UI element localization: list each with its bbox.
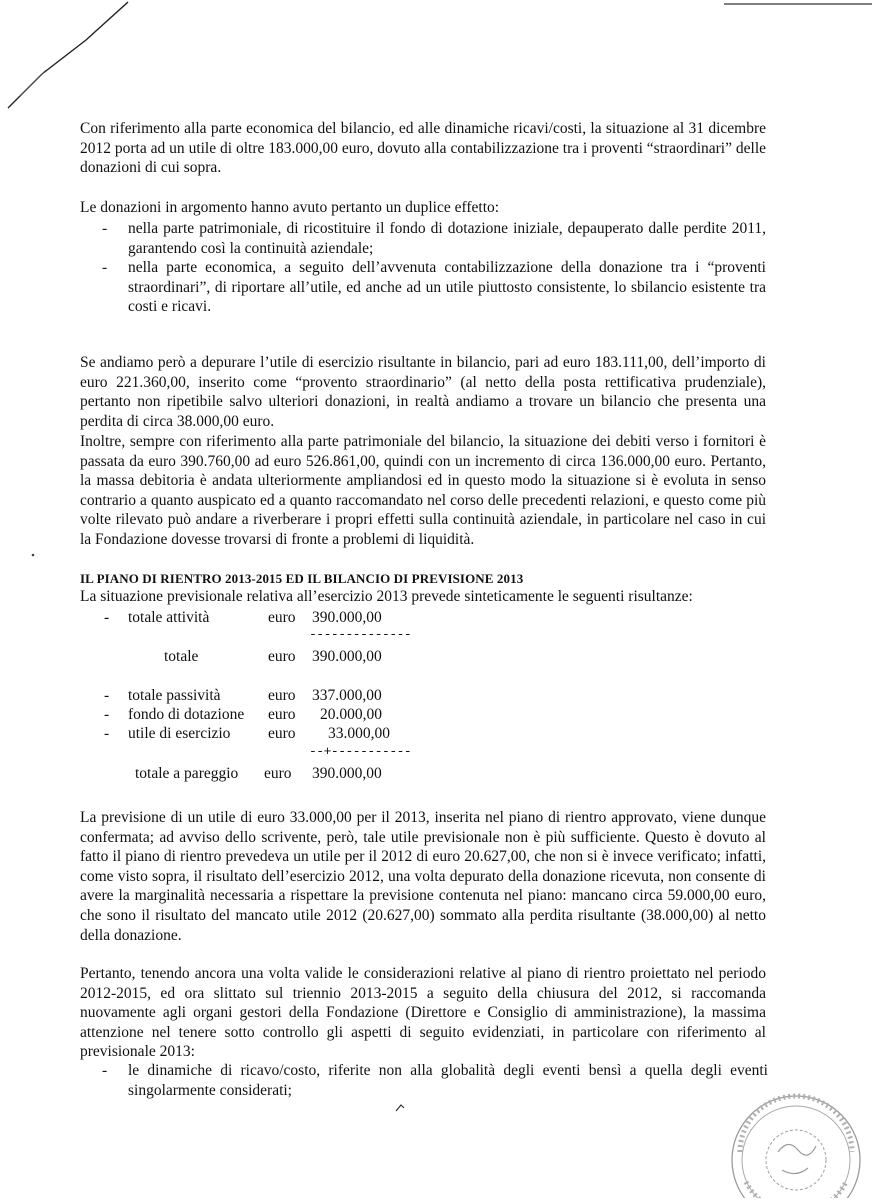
row-currency: euro — [264, 765, 292, 782]
row-amount: 390.000,00 — [312, 765, 382, 782]
row-amount: 20.000,00 — [320, 706, 382, 723]
paragraph-debts: Inoltre, sempre con riferimento alla parte patrimoniale del bilancio, la situazione dei debiti verso i fornitori è passata da euro 390.760,00 ad euro 526.861,00, quindi con un incremento di circa 136.000,00 euro. Pertanto, la massa debitoria è andata ulteriormente ampliandosi ed in questo modo la situazione si è evoluta in senso contrario a quanto auspicato ed a quanto raccomandato nel corso delle precedenti relazioni, e questo come più volte rilevato può andare a riverberare i propri effetti sulla continuità aziendale, in particolare nel caso in cui la Fondazione dovesse trovarsi di fronte a problemi di liquidità. — [80, 433, 766, 548]
paragraph-forecast-intro: La situazione previsionale relativa all’esercizio 2013 prevede sinteticamente le seguenti risultanze: — [80, 588, 693, 605]
row-amount: 390.000,00 — [312, 648, 382, 665]
row-currency: euro — [268, 609, 296, 626]
round-seal-stamp — [716, 1082, 866, 1198]
pen-mark — [394, 1102, 408, 1114]
row-currency: euro — [268, 687, 296, 704]
paragraph-net-result: Se andiamo però a depurare l’utile di esercizio risultante in bilancio, pari ad euro 183.111,00, dell’importo di euro 221.360,00, inserito come “provento straordinario” (al netto della posta rettificativa prudenziale), pertanto non ripetibile salvo ulteriori donazioni, in realtà andiamo a trovare un bilancio che presenta una perdita di circa 38.000,00 euro. — [80, 354, 766, 430]
bullet-text: le dinamiche di ricavo/costo, riferite non alla globalità degli eventi bensì a quella degli eventi singolarmente considerati; — [128, 1062, 768, 1099]
bullet-dash: - — [102, 220, 108, 237]
row-label: totale attività — [128, 609, 210, 626]
bullet-dash: - — [102, 259, 108, 276]
bullet-text: nella parte economica, a seguito dell’avvenuta contabilizzazione della donazione tra i “proventi straordinari”, di riportare all’utile, ed anche ad un utile piuttosto consistente, lo sbilancio esistente tra costi e ricavi. — [128, 259, 766, 316]
bullet-text: nella parte patrimoniale, di ricostituire il fondo di dotazione iniziale, depauperato dalle perdite 2011, garantendo così la continuità aziendale; — [128, 220, 766, 257]
paragraph-donations-effect: Le donazioni in argomento hanno avuto pertanto un duplice effetto: — [80, 199, 500, 216]
row-label: fondo di dotazione — [128, 706, 245, 723]
row-label: utile di esercizio — [128, 725, 231, 742]
row-amount: 337.000,00 — [312, 687, 382, 704]
row-amount: 390.000,00 — [312, 609, 382, 626]
row-currency: euro — [268, 706, 296, 723]
row-label: totale a pareggio — [135, 765, 239, 782]
row-currency: euro — [268, 725, 296, 742]
paragraph-forecast-analysis: La previsione di un utile di euro 33.000,00 per il 2013, inserita nel piano di rientro approvato, viene dunque confermata; ad avviso dello scrivente, però, tale utile previsionale non è più sufficiente. Questo è dovuto al fatto il piano di rientro prevedeva un utile per il 2012 di euro 20.627,00, che non si è invece verificato; infatti, come visto sopra, il risultato dell’esercizio 2012, una volta depurato della donazione ricevuta, non consente di avere la marginalità necessaria a rispettare la previsione contenuta nel piano: mancano circa 59.000,00 euro, che sono il risultato del mancato utile 2012 (20.627,00) sommato alla perdita risultante (38.000,00) al netto della donazione. — [80, 809, 766, 944]
row-currency: euro — [268, 648, 296, 665]
row-dash: - — [104, 609, 110, 626]
bullet-dash: - — [102, 1062, 108, 1079]
row-dash: - — [104, 706, 110, 723]
dot-mark — [30, 552, 36, 558]
sum-separator: --+----------- — [309, 744, 412, 759]
sum-separator: -------------- — [309, 627, 412, 642]
pen-stroke-mark — [0, 0, 140, 120]
top-right-rule — [724, 0, 872, 8]
row-dash: - — [104, 687, 110, 704]
section-heading: IL PIANO DI RIENTRO 2013-2015 ED IL BILANCIO DI PREVISIONE 2013 — [80, 571, 524, 586]
row-amount: 33.000,00 — [328, 725, 390, 742]
paragraph-recommendations: Pertanto, tenendo ancora una volta valide le considerazioni relative al piano di rientro proiettato nel periodo 2012-2015, ed ora slittato sul triennio 2013-2015 a seguito della chiusura del 2012, si raccomanda nuovamente agli organi gestori della Fondazione (Direttore e Consiglio di amministrazione), la massima attenzione nel tenere sotto controllo gli aspetti di seguito evidenziati, in particolare con riferimento al previsionale 2013: — [80, 965, 766, 1061]
row-label: totale — [164, 648, 199, 665]
row-label: totale passività — [128, 687, 221, 704]
row-dash: - — [104, 725, 110, 742]
paragraph-economic-situation: Con riferimento alla parte economica del bilancio, ed alle dinamiche ricavi/costi, la situazione al 31 dicembre 2012 porta ad un utile di oltre 183.000,00 euro, dovuto alla contabilizzazione tra i proventi “straordinari” delle donazioni di cui sopra. — [80, 120, 766, 177]
